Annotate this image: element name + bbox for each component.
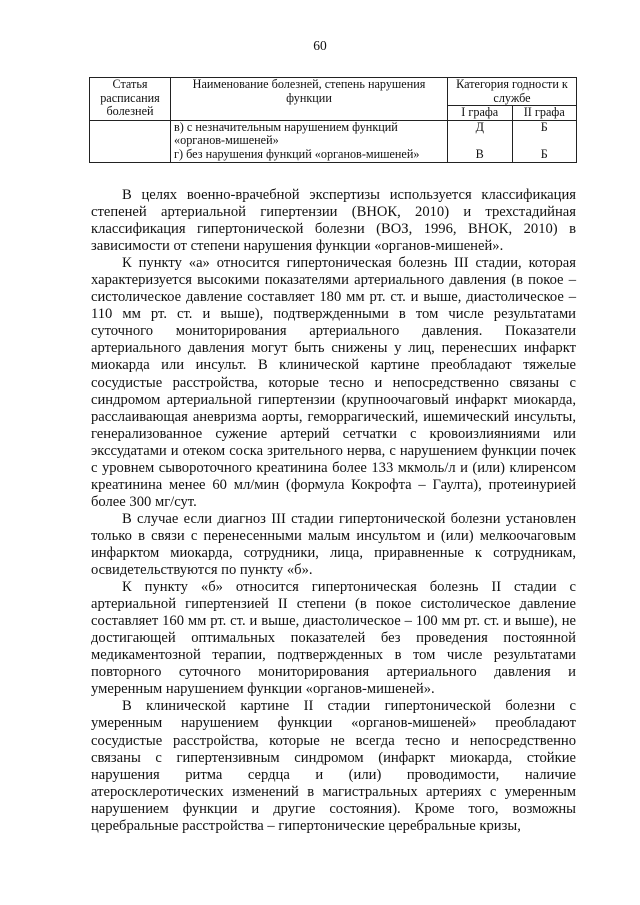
page-number: 60 — [313, 38, 327, 53]
row-names — [171, 120, 448, 162]
row-v-graph-1: Д — [475, 119, 484, 134]
table-row — [90, 120, 577, 162]
paragraph: К пункту «а» относится гипертоническая болезнь III стадии, которая характеризуется высокими показателями артериального давления (в покое – систолическое давление составляет 180 мм рт. ст. и выше, диастолическое – 110 мм рт. ст. и выше), подтвержденными в том числе результатами суточного мониторирования артериального давления. Показатели артериального давления могут быть снижены у лиц, перенесших инфаркт миокарда или инсульт. В клинической картине преобладают тяжелые сосудистые расстройства, которые тесно и непосредственно связаны с синдромом артериальной гипертензии (крупноочаговый инфаркт миокарда, расслаивающая аневризма аорты, геморрагический, ишемический инсульты, генерализованное сужение артерий сетчатки с кровоизлияниями или экссудатами и отеком соска зрительного нерва, с нарушением функции почек с уровнем сывороточного креатинина более 133 мкмоль/л и (или) клиренсом креатинина менее 60 мл/мин (формула Кокрофта – Гаулта), протеинурией более 300 мг/сут. — [91, 255, 576, 510]
row-name-v: в) с незначительным нарушением функций «органов-мишеней» — [174, 119, 398, 147]
row-graph-2 — [512, 120, 577, 162]
header-name: Наименование болезней, степень нарушения функции — [171, 78, 448, 121]
paragraph: В клинической картине II стадии гипертонической болезни с умеренным нарушением функции «органов-мишеней» преобладают сосудистые расстройства, которые не всегда тесно и непосредственно связаны с гипертензивным синдромом (инфаркт миокарда, стойкие нарушения ритма сердца и (или) проводимости, наличие атеросклеротических изменений в магистральных артериях с умеренным нарушением функции и другие состояния). Кроме того, возможны церебральные расстройства – гипертонические церебральные кризы, — [91, 698, 576, 834]
header-graph-2: II графа — [512, 106, 577, 121]
paragraph: К пункту «б» относится гипертоническая болезнь II стадии с артериальной гипертензией II степени (в покое систолическое давление составляет 160 мм рт. ст. и выше, диастолическое – 100 мм рт. ст. и выше), не достигающей оптимальных показателей без проведения постоянной медикаментозной терапии, подтвержденных в том числе результатами повторного суточного мониторирования артериального давления и умеренным нарушением функции «органов-мишеней». — [91, 579, 576, 698]
row-v-graph-2: Б — [540, 119, 548, 134]
table-header-row — [90, 78, 577, 106]
header-category: Категория годности к службе — [448, 78, 577, 106]
row-name-g: г) без нарушения функций «органов-мишеней» — [174, 146, 420, 161]
row-g-graph-2: Б — [540, 147, 548, 161]
paragraph: В случае если диагноз III стадии гипертонической болезни установлен только в связи с перенесенными малым инсультом и (или) мелкоочаговым инфарктом миокарда, сотрудники, лица, приравненные к сотрудникам, освидетельствуются по пункту «б». — [91, 510, 576, 579]
row-graph-1 — [448, 120, 513, 162]
paragraph: В целях военно-врачебной экспертизы используется классификация степеней артериальной гипертензии (ВНОК, 2010) и трехстадийная классификация гипертонической болезни (ВОЗ, 1996, ВНОК, 2010) в зависимости от степени нарушения функции «органов-мишеней». — [91, 187, 576, 255]
row-article — [90, 120, 171, 162]
fitness-category-table — [89, 77, 577, 163]
header-article: Статья расписания болезней — [90, 78, 171, 121]
row-g-graph-1: В — [475, 147, 484, 161]
body-text — [91, 187, 576, 835]
header-graph-1: I графа — [448, 106, 513, 121]
